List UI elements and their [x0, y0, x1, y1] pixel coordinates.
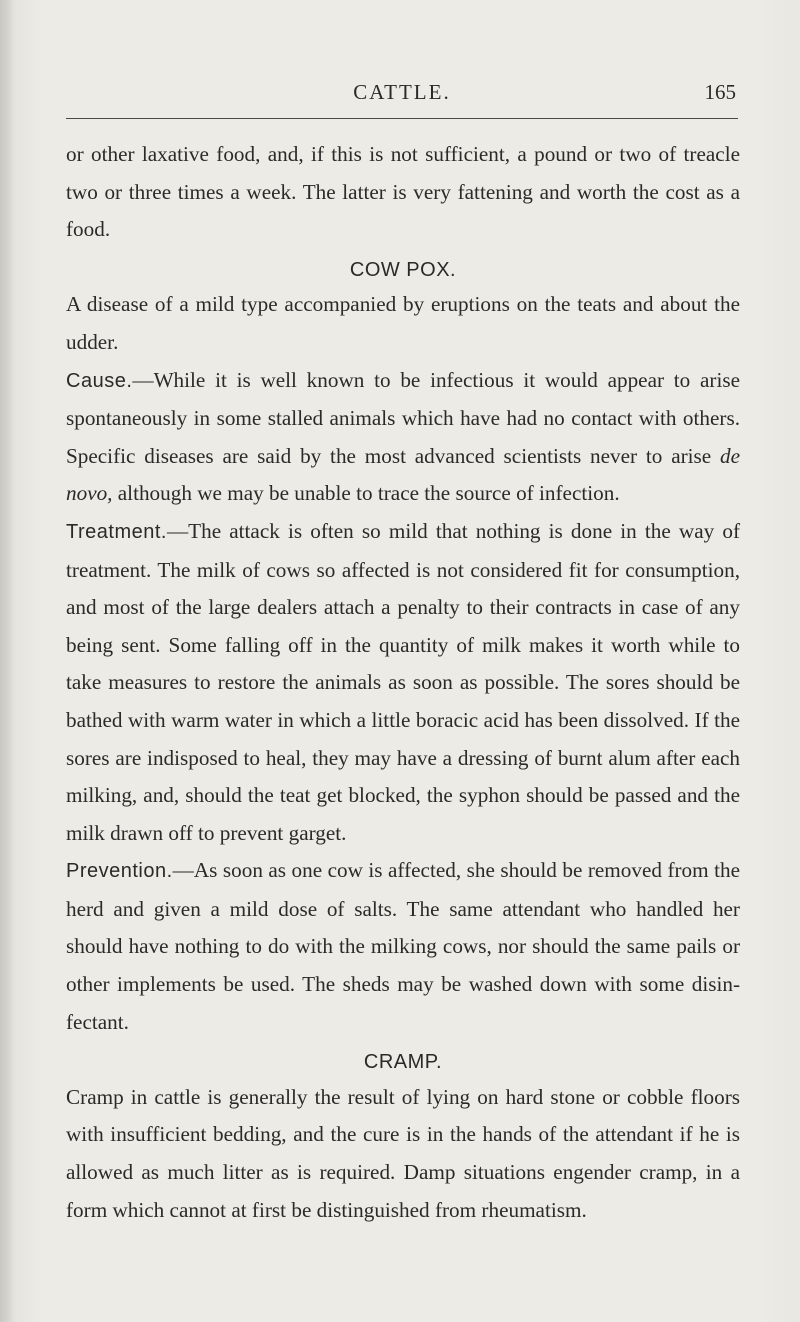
prevention-paragraph — [66, 852, 740, 1041]
page-number: 165 — [704, 80, 736, 104]
cause-text-1: —While it is well known to be infectious it would appear to arise spontaneously in some stalled animals which have had no contact with others. Specific diseases are said by the most advanced scientists never to arise — [66, 367, 740, 468]
treatment-label: Treatment. — [66, 520, 167, 543]
cow-pox-heading: COW POX. — [349, 258, 457, 281]
cause-italic: de novo, — [66, 443, 740, 506]
treatment-text: —The attack is often so mild that nothing is done in the way of treatment. The milk of cows so affected is not considered fit for consumption, and most of the large dealers attach a penalty to their contracts in case of any being sent. Some falling off in the quantity of milk makes it worth while to take measures to restore the animals as soon as possible. The sores should be bathed with warm water in which a little boracic acid has been dissolved. If the sores are indisposed to heal, they may have a dressing of burnt alum after each milking, and, should the teat get blocked, the syphon should be passed and the milk drawn off to prevent garget. — [66, 518, 740, 845]
cause-text-2: although we may be unable to trace the source of infection. — [112, 481, 620, 506]
binding-shadow — [0, 0, 14, 1322]
prevention-label: Prevention. — [66, 860, 173, 883]
running-title: CATTLE. — [353, 80, 451, 104]
cause-paragraph — [66, 362, 740, 513]
cramp-paragraph: Cramp in cattle is generally the result of lying on hard stone or cobble floors with insufficient bedding, and the cure is in the hands of the attendant if he is allowed as much litter as is required. Damp situations engender cramp, in a form which cannot at first be distinguished from rheumatism. — [66, 1084, 740, 1222]
cow-pox-intro: A disease of a mild type accompanied by eruptions on the teats and about the udder. — [66, 292, 740, 354]
continuation-paragraph: or other laxative food, and, if this is not sufficient, a pound or two of treacle two or three times a week. The latter is very fattening and worth the cost as a food. — [66, 142, 740, 242]
prevention-text: —As soon as one cow is affected, she should be removed from the herd and given a mild dose of salts. The same attendant who handled her should have nothing to do with the milking cows, nor should the same pails or other implements be used. The sheds may be washed down with some disin- fectant. — [66, 858, 740, 1034]
treatment-paragraph — [66, 513, 740, 852]
body-text — [66, 136, 740, 1229]
cramp-heading: CRAMP. — [363, 1051, 443, 1074]
running-head — [66, 74, 738, 119]
cause-label: Cause. — [66, 369, 133, 392]
